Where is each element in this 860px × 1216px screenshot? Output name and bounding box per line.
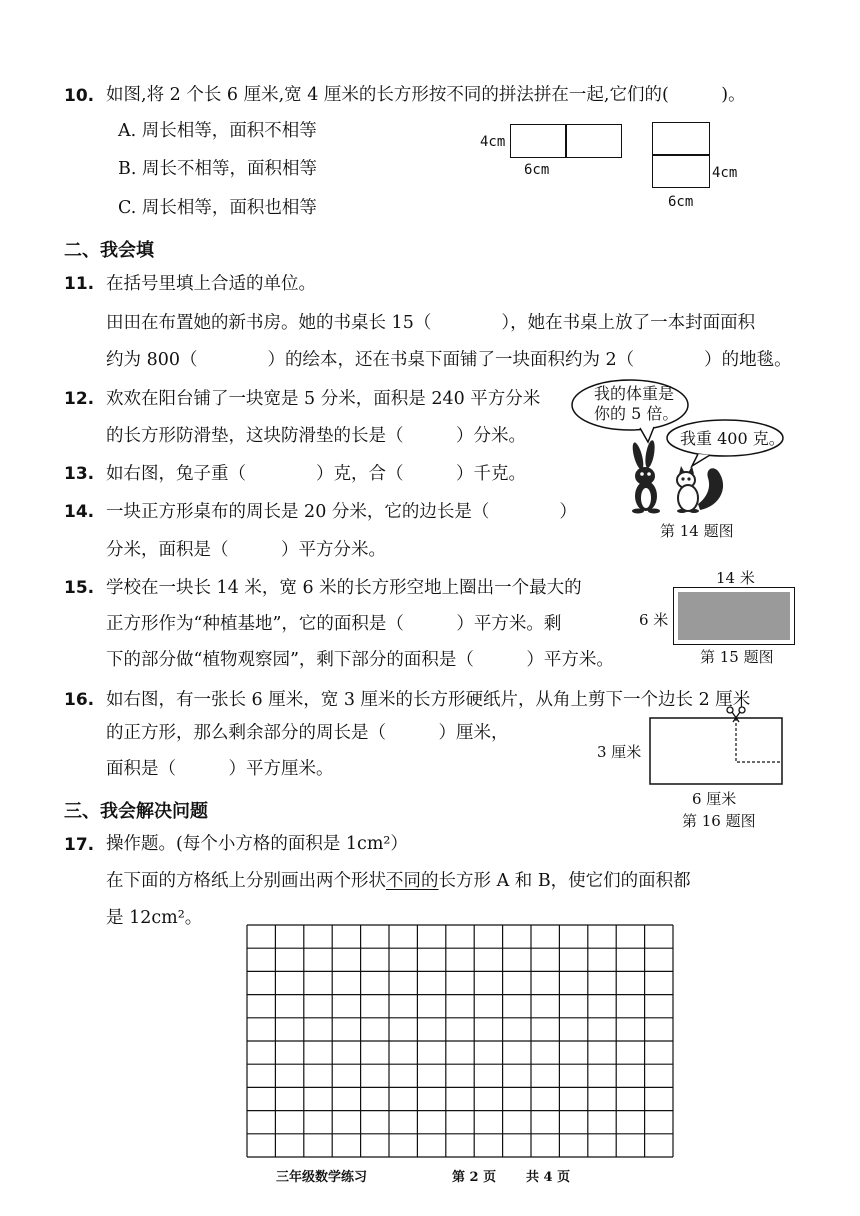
q14-line1: 一块正方形桌布的周长是 20 分米，它的边长是（ ） [106, 502, 577, 522]
q16-line1: 如右图，有一张长 6 厘米，宽 3 厘米的长方形硬纸片，从角上剪下一个边长 2 厘米 [106, 690, 751, 710]
q15-line1: 学校在一块长 14 米，宽 6 米的长方形空地上圈出一个最大的 [106, 578, 582, 598]
q17-line1-emphasis: 不同的 [386, 871, 439, 891]
q10-fig1-height-label: 4cm [480, 134, 506, 150]
q11-stem: 在括号里填上合适的单位。 [106, 274, 316, 294]
q11-line1: 田田在布置她的新书房。她的书桌长 15（ ），她在书桌上放了一本封面面积 [106, 313, 756, 333]
q16-number: 16. [64, 690, 95, 710]
q17-stem: 操作题。(每个小方格的面积是 1cm²） [106, 834, 408, 854]
q15-line2: 正方形作为“种植基地”，它的面积是（ ）平方米。剩 [106, 614, 562, 634]
q16-figure-bottom-label: 6 厘米 [692, 790, 737, 808]
q10-option-b: B. 周长不相等，面积相等 [118, 159, 317, 179]
q12-number: 12. [64, 389, 95, 409]
q11-line2: 约为 800（ ）的绘本，还在书桌下面铺了一块面积约为 2（ ）的地毯。 [106, 350, 792, 370]
q17-line1-part-a: 在下面的方格纸上分别画出两个形状 [106, 871, 386, 891]
q10-figure-divider [653, 154, 709, 156]
bubble1-line2: 你的 5 倍。 [594, 404, 679, 423]
q10-fig2-width-label: 6cm [668, 194, 694, 210]
q15-figure-shaded-area [678, 592, 790, 640]
q10-figure-divider [565, 125, 567, 157]
section-heading-3: 三、我会解决问题 [64, 801, 208, 822]
rabbit-icon [631, 440, 660, 514]
footer-total-pages: 共 4 页 [526, 1170, 571, 1185]
q15-figure-top-label: 14 米 [716, 569, 755, 587]
speech-bubble-tail [640, 427, 654, 442]
speech-bubble-tail [692, 454, 710, 466]
q10-option-a: A. 周长相等，面积不相等 [118, 121, 317, 141]
q10-fig1-width-label: 6cm [524, 162, 550, 178]
q17-line2: 是 12cm²。 [106, 908, 203, 928]
bubble2-text: 我重 400 克。 [680, 429, 785, 448]
q16-line2: 的正方形，那么剩余部分的周长是（ ）厘米， [106, 723, 509, 743]
q17-line1 [106, 870, 691, 892]
squirrel-icon [677, 466, 723, 513]
q16-figure-caption: 第 16 题图 [682, 812, 756, 830]
bubble1-line1: 我的体重是 [594, 384, 675, 403]
footer-title: 三年级数学练习 [276, 1170, 368, 1185]
q14-figure-caption: 第 14 题图 [660, 522, 734, 540]
q15-figure-rectangle [673, 587, 795, 645]
q12-line2: 的长方形防滑垫，这块防滑垫的长是（ ）分米。 [106, 426, 526, 446]
q15-figure-side-label: 6 米 [639, 611, 669, 629]
q10-stem: 如图,将 2 个长 6 厘米,宽 4 厘米的长方形按不同的拼法拼在一起,它们的( )。 [106, 85, 746, 105]
q16-line3: 面积是（ ）平方厘米。 [106, 759, 334, 779]
q11-number: 11. [64, 274, 95, 294]
section-heading-2: 二、我会填 [64, 240, 154, 261]
q14-line2: 分米，面积是（ ）平方分米。 [106, 540, 386, 560]
q13-number: 13. [64, 464, 95, 484]
q17-line1-part-b: 长方形 A 和 B，使它们的面积都 [438, 871, 691, 891]
q10-fig2-height-label: 4cm [712, 165, 738, 181]
q16-figure-side-label: 3 厘米 [597, 743, 642, 761]
q10-number: 10. [64, 86, 95, 106]
footer-page-number: 第 2 页 [452, 1170, 497, 1185]
q10-option-c: C. 周长相等，面积也相等 [118, 198, 317, 218]
q15-figure-caption: 第 15 题图 [700, 648, 774, 666]
q12-line1: 欢欢在阳台铺了一块宽是 5 分米，面积是 240 平方分米 [106, 389, 541, 409]
q16-figure-cut-rectangle [648, 704, 788, 788]
q17-number: 17. [64, 835, 95, 855]
q13-stem: 如右图，兔子重（ ）克，合（ ）千克。 [106, 464, 526, 484]
q17-grid-paper[interactable] [246, 924, 674, 1158]
q10-figure-vertical [652, 122, 710, 188]
q10-figure-horizontal [510, 124, 622, 158]
q14-number: 14. [64, 502, 95, 522]
q15-number: 15. [64, 578, 95, 598]
q15-line3: 下的部分做“植物观察园”，剩下部分的面积是（ ）平方米。 [106, 650, 614, 670]
